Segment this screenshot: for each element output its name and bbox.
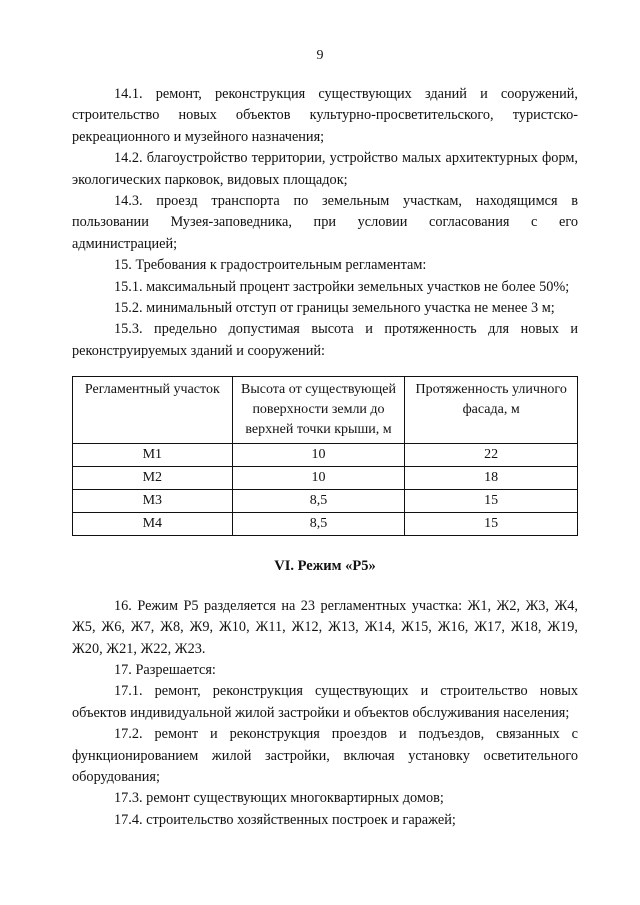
regulation-table-wrap [72,376,578,536]
paragraph-15-2: 15.2. минимальный отступ от границы земельного участка не менее 3 м; [114,300,555,317]
table-row [73,444,578,467]
header-height: Высота от существующей поверхности земли до верхней точки крыши, м [232,377,405,444]
paragraph-14-3: 14.3. проезд транспорта по земельным участкам, находящимся в пользовании Музея-заповедника, при условии согласования с его администрацией; [72,193,578,252]
cell-length: 22 [405,444,578,467]
cell-height: 10 [232,444,405,467]
page-content [72,84,578,831]
paragraph-17-3: 17.3. ремонт существующих многоквартирных домов; [114,790,444,807]
section-title: VI. Режим «Р5» [274,558,376,575]
cell-plot: М1 [73,444,233,467]
paragraph-17: 17. Разрешается: [114,661,216,678]
regulation-table [72,376,578,536]
page-number: 9 [316,48,324,63]
cell-height: 8,5 [232,490,405,513]
header-facade-length: Протяженность уличного фасада, м [405,377,578,444]
paragraph-15-1: 15.1. максимальный процент застройки земельных участков не более 50%; [114,278,570,295]
cell-height: 10 [232,467,405,490]
paragraph-15-3: 15.3. предельно допустимая высота и протяженность для новых и реконструируемых зданий и сооружений: [72,321,578,359]
paragraph-17-1: 17.1. ремонт, реконструкция существующих и строительство новых объектов индивидуальной жилой застройки и объектов обслуживания населения; [72,683,578,721]
paragraph-17-4: 17.4. строительство хозяйственных построек и гаражей; [114,811,456,828]
cell-plot: М2 [73,467,233,490]
cell-length: 15 [405,490,578,513]
table-row [73,490,578,513]
header-plot: Регламентный участок [73,377,233,444]
paragraph-16: 16. Режим Р5 разделяется на 23 регламентных участка: Ж1, Ж2, Ж3, Ж4, Ж5, Ж6, Ж7, Ж8, Ж9, Ж10, Ж11, Ж12, Ж13, Ж14, Ж15, Ж16, Ж17, Ж18, Ж19, Ж20, Ж21, Ж22, Ж23. [72,597,578,657]
cell-plot: М3 [73,490,233,513]
cell-height: 8,5 [232,513,405,536]
cell-plot: М4 [73,513,233,536]
table-row [73,467,578,490]
paragraph-17-2: 17.2. ремонт и реконструкция проездов и подъездов, связанных с функционированием жилой застройки, включая установку осветительного оборудования; [72,726,578,785]
table-row [73,513,578,536]
cell-length: 15 [405,513,578,536]
paragraph-14-2: 14.2. благоустройство территории, устройство малых архитектурных форм, экологических парковок, видовых площадок; [72,150,578,188]
paragraph-15: 15. Требования к градостроительным регламентам: [114,257,427,274]
paragraph-14-1: 14.1. ремонт, реконструкция существующих зданий и сооружений, строительство новых объектов культурно-просветительского, туристско-рекреационного и музейного назначения; [72,86,578,145]
table-header-row [73,377,578,444]
cell-length: 18 [405,467,578,490]
